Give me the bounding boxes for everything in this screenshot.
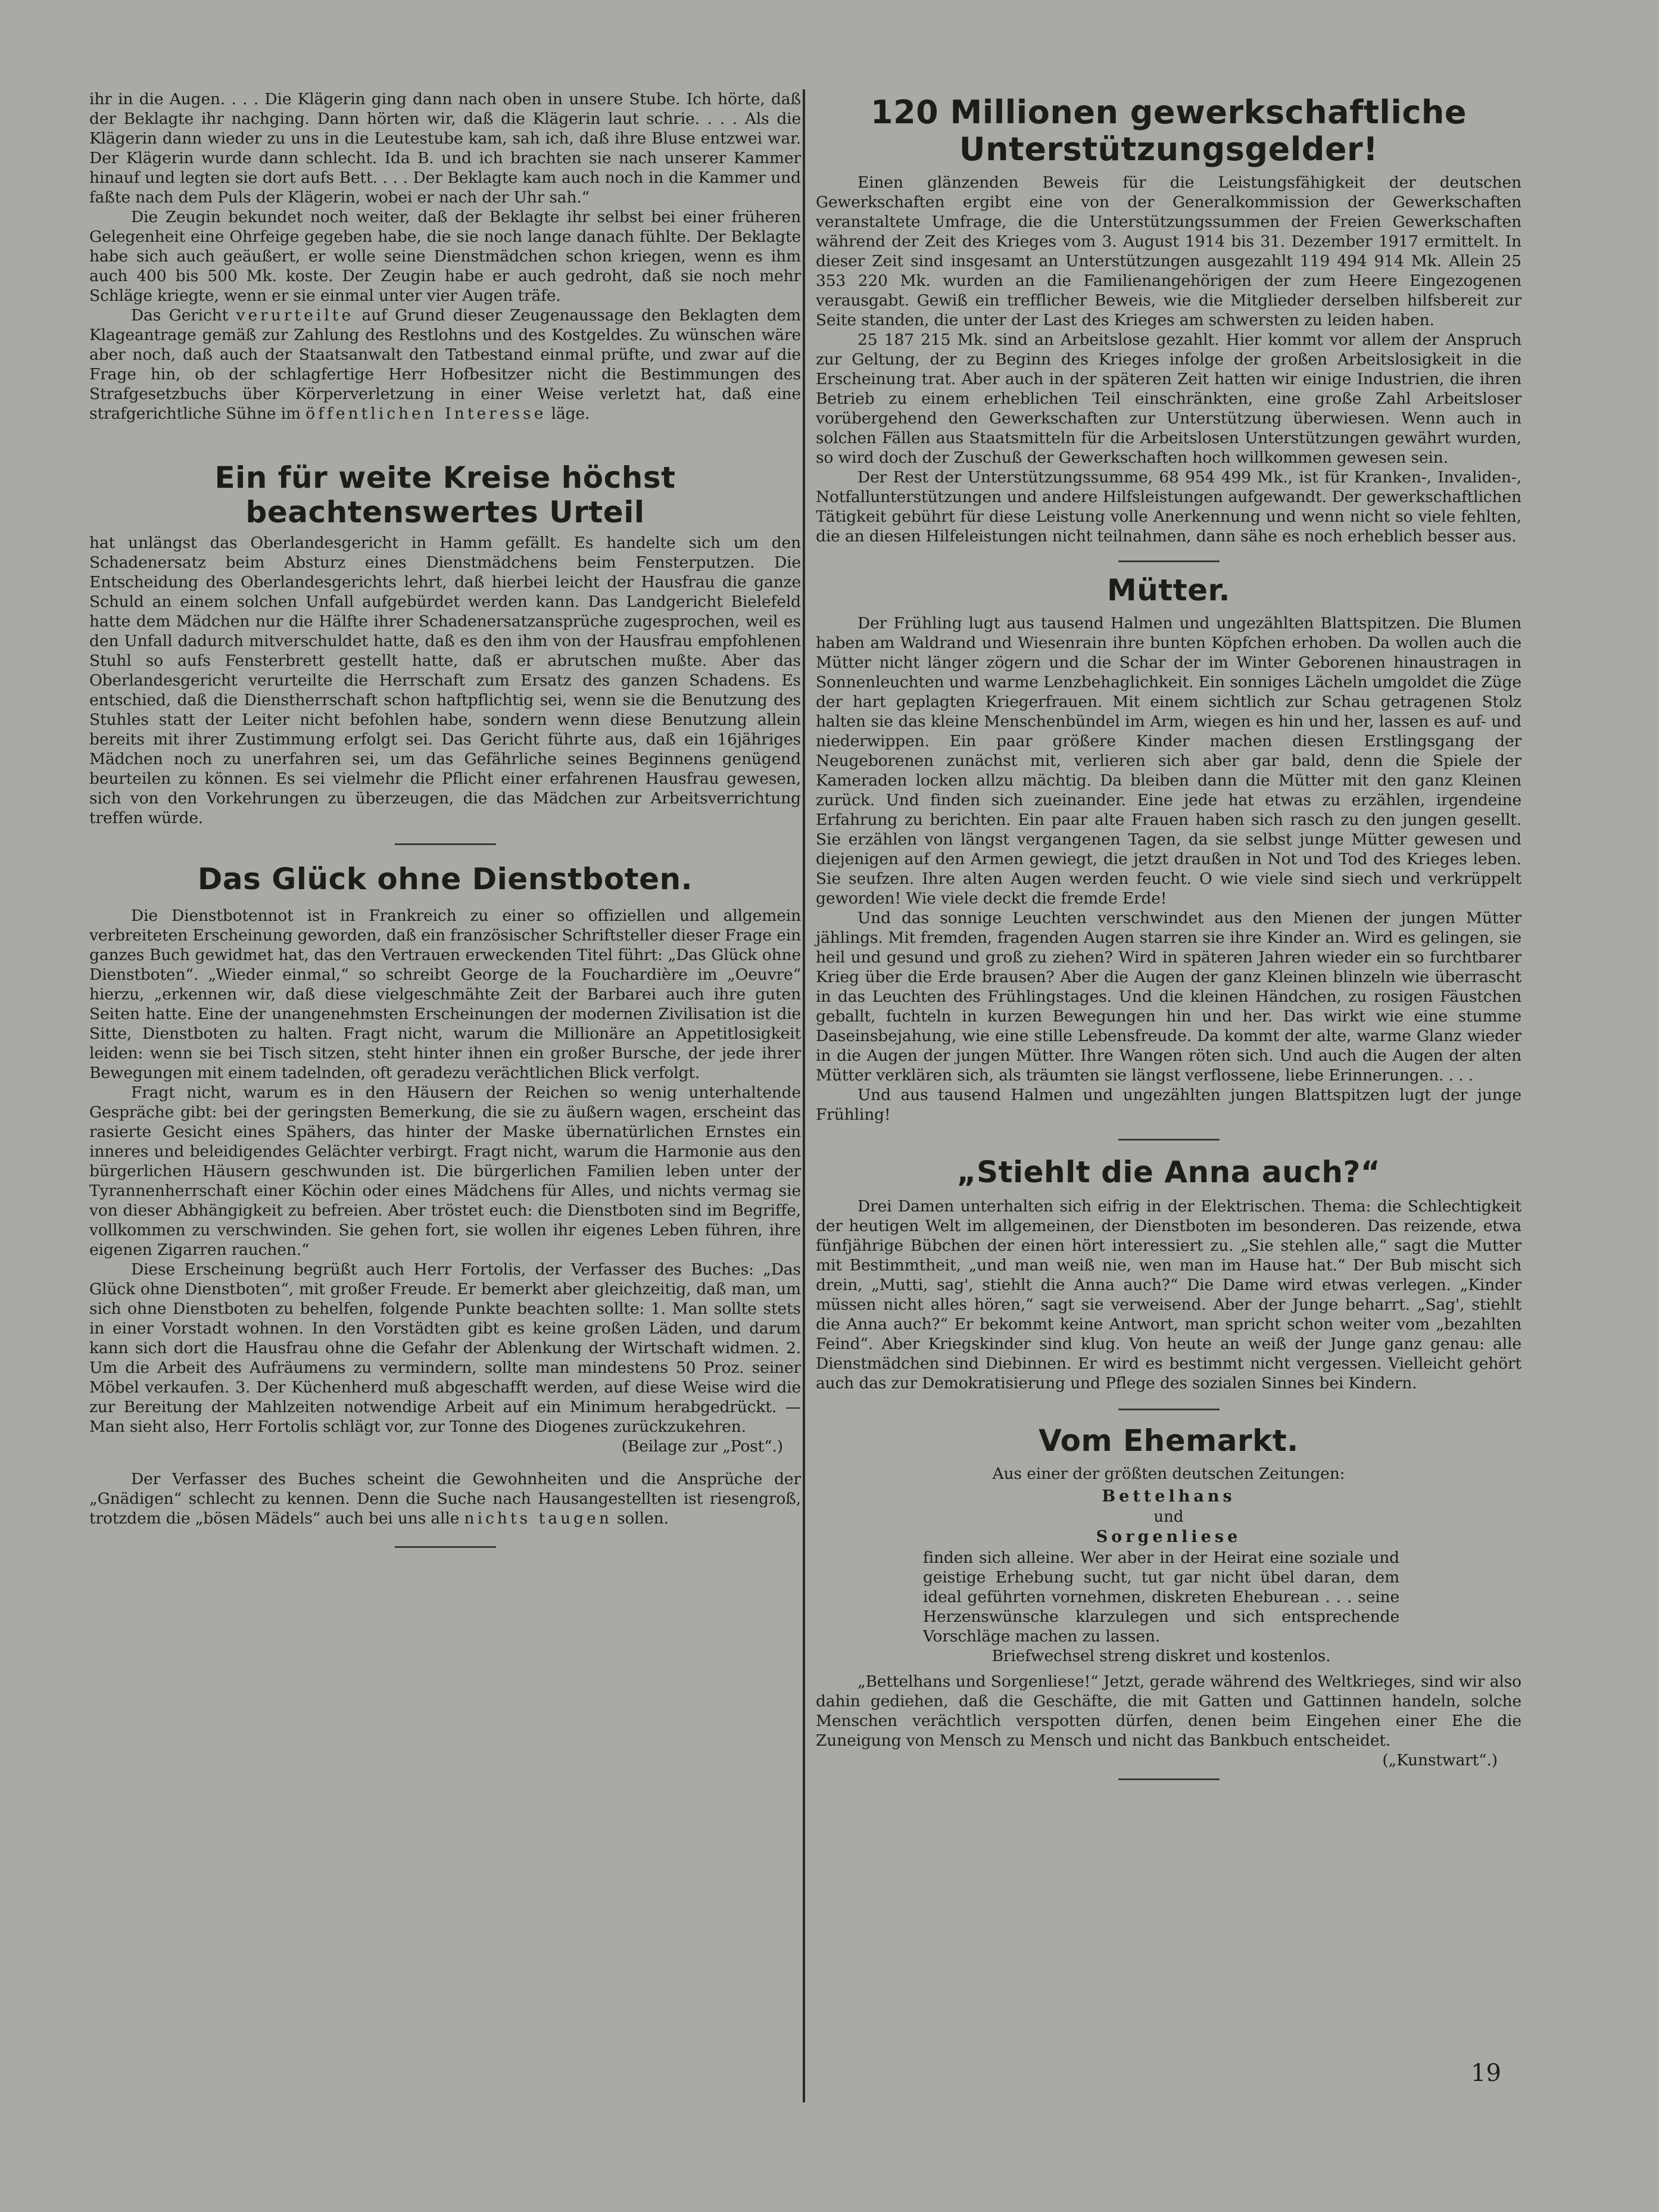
verdict-spaced-2: öffentlichen Interesse <box>305 404 547 423</box>
glueck-paragraph-3: Diese Erscheinung begrüßt auch Herr Fortolis, der Verfasser des Buches: „Das Glück ohne Dienstboten“, mit großer Freude. Er bemerkt aber gleichzeitig, daß man, um sich ohne Dienstboten zu behelfen, folgende Punkte beachten sollte: 1. Man sollte stets in einer Vorstadt wohnen. In den Vorstädten gibt es keine großen Läden, und darum kann sich dort die Hausfrau ohne die Gefahr der Ablenkung der Wirtschaft widmen. 2. Um die Arbeit des Aufräumens zu vermindern, sollte man mindestens 50 Proz. seiner Möbel verkaufen. 3. Der Küchenherd muß abgeschafft werden, auf diese Weise wird die zur Bereitung der Mahlzeiten notwendige Arbeit auf ein Minimum herabgedrückt. — Man sieht also, Herr Fortolis schlägt vor, zur Tonne des Diogenes zurückzukehren. <box>89 1260 801 1436</box>
section-divider-end <box>1118 1778 1220 1780</box>
page-number: 19 <box>1471 2060 1501 2087</box>
verdict-spaced-1: verurteilte <box>236 306 354 325</box>
millionen-paragraph-3: Der Rest der Unterstützungssumme, 68 954 499 Mk., ist für Kranken-, Invaliden-, Notfallunterstützungen und andere Hilfsleistungen aufgewandt. Der gewerkschaftlichen Tätigkeit gebührt für diese Leistung volle Anerkennung und wenn nicht so viele fehlten, die an diesen Hilfeleistungen nicht teilnahmen, dann sähe es noch erheblich besser aus. <box>816 468 1521 546</box>
glueck-closing-lead: Der Verfasser des Buches scheint die Gewohnheiten und die Ansprüche der „Gnädigen“ schlecht zu kennen. Denn die Suche nach Hausangestellten ist riesengroß, trotzdem die „bösen Mädels“ auch bei uns alle <box>89 1470 801 1528</box>
anna-body: Drei Damen unterhalten sich eifrig in der Elektrischen. Thema: die Schlechtigkeit der heutigen Welt im allgemeinen, der Dienstboten im besonderen. Das reizende, etwa fünfjährige Bübchen der einen hört interessiert zu. „Sie stehlen alle,“ sagt die Mutter mit Bestimmtheit, „und man weiß nie, wen man im Hause hat.“ Der Bub mischt sich drein, „Mutti, sag', stiehlt die Anna auch?“ Die Dame wird etwas verlegen. „Kinder müssen nicht alles hören,“ sagt sie verweisend. Aber der Junge beharrt. „Sag', stiehlt die Anna auch?“ Er bekommt keine Antwort, man spricht schon weiter vom „bezahlten Feind“. Aber Kriegskinder sind klug. Von heute an weiß der Junge ganz genau: alle Dienstmädchen sind Diebinnen. Er wird es bestimmt nicht vergessen. Vielleicht gehört auch das zur Demokratisierung und Pflege des sozialen Sinnes bei Kindern. <box>816 1197 1521 1392</box>
article-title-ehemarkt: Vom Ehemarkt. <box>1039 1423 1299 1458</box>
verdict-paragraph <box>89 306 801 423</box>
intro-paragraph-1: ihr in die Augen. . . . Die Klägerin ging dann nach oben in unsere Stube. Ich hörte, daß der Beklagte ihr nachging. Dann hörten wir, daß die Klägerin laut schrie. . . . Als die Klägerin dann wieder zu uns in die Leutestube kam, sah ich, daß ihre Bluse entzwei war. Der Klägerin wurde dann schlecht. Ida B. und ich brachten sie nach unserer Kammer hinauf und legten sie dort aufs Bett. . . . Der Beklagte kam auch noch in die Kammer und faßte nach dem Puls der Klägerin, wobei er nach der Uhr sah.“ <box>89 90 801 207</box>
verdict-lead: Das Gericht <box>131 306 236 325</box>
ad-name-sorgenliese: Sorgenliese <box>1096 1528 1242 1546</box>
muetter-paragraph-2: Und das sonnige Leuchten verschwindet aus den Mienen der jungen Mütter jählings. Mit fremden, fragenden Augen starren sie ihre Kinder an. Wird es gelingen, sie heil und gesund und groß zu ziehen? Wird in späteren Jahren wieder ein so furchtbarer Krieg über die Erde brausen? Aber die Augen der ganz Kleinen blinzeln wie überrascht in das Leuchten des Frühlingstages. Und die kleinen Händchen, zu rosigen Fäustchen geballt, fuchteln in kurzen Bewegungen hin und her. Das wirkt wie eine stumme Daseinsbejahung, wie eine stille Lebensfreude. Da kommt der alte, warme Glanz wieder in die Augen der jungen Mütter. Ihre Wangen röten sich. Und auch die Augen der alten Mütter verklären sich, als träumten sie längst verflossene, liebe Erinnerungen. . . . <box>816 909 1521 1085</box>
ehemarkt-source: („Kunstwart“.) <box>1382 1751 1498 1769</box>
section-divider-end <box>395 1546 496 1548</box>
muetter-paragraph-3: Und aus tausend Halmen und ungezählten jungen Blattspitzen lugt der junge Frühling! <box>816 1086 1521 1124</box>
personal-ad-last: Briefwechsel streng diskret und kostenlos. <box>991 1647 1331 1665</box>
intro-paragraph-2: Die Zeugin bekundet noch weiter, daß der Beklagte ihr selbst bei einer früheren Gelegenheit eine Ohrfeige gegeben habe, die sie noch lange danach fühlte. Der Beklagte habe sich auch geäußert, er wolle seine Dienstmädchen schon kriegen, wenn es ihm auch 400 bis 500 Mk. koste. Der Zeugin habe er auch gedroht, daß sie noch mehr Schläge kriegte, wenn er sie einmal unter vier Augen träfe. <box>89 208 801 305</box>
section-divider <box>1118 560 1220 562</box>
section-divider <box>395 843 496 845</box>
glueck-source: (Beilage zur „Post“.) <box>621 1437 783 1456</box>
glueck-closing-tail: sollen. <box>612 1509 669 1528</box>
ehemarkt-closing: „Bettelhans und Sorgenliese!“ Jetzt, gerade während des Weltkrieges, sind wir also dahin gediehen, daß die Geschäfte, die mit Gatten und Gattinnen handeln, solche Menschen verächtlich verspotten dürfen, denen beim Eingehen einer Ehe die Zuneigung von Mensch zu Mensch und nicht das Bankbuch entscheidet. <box>816 1672 1521 1750</box>
column-rule <box>803 89 805 2102</box>
glueck-closing <box>89 1469 801 1528</box>
article-title-glueck: Das Glück ohne Dienstboten. <box>197 862 693 896</box>
left-column <box>89 89 801 1548</box>
ad-und: und <box>1153 1508 1184 1526</box>
article-body-urteil: hat unlängst das Oberlandesgericht in Hamm gefällt. Es handelte sich um den Schadenersatz beim Absturz eines Dienstmädchens beim Fensterputzen. Die Entscheidung des Oberlandesgerichts lehrt, daß hierbei leicht der Hausfrau die ganze Schuld an einem solchen Unfall aufgebürdet werden kann. Das Landgericht Bielefeld hatte dem Mädchen nur die Hälfte ihrer Schadenersatzansprüche zugesprochen, weil es den Unfall dadurch mitverschuldet hatte, daß es den ihm von der Hausfrau empfohlenen Stuhl so aufs Fensterbrett gestellt hatte, daß er abrutschen mußte. Aber das Oberlandesgericht verurteilte die Herrschaft zum Ersatz des ganzen Schadens. Es entschied, daß die Dienstherrschaft schon haftpflichtig sei, wenn sie die Benutzung des Stuhles statt der Leiter nicht befohlen habe, sondern wenn diese Benutzung allein bereits mit ihrer Zustimmung erfolgt sei. Das Gericht führte aus, daß ein 16jähriges Mädchen noch zu unerfahren sei, um das Gefährliche seines Beginnens genügend beurteilen zu können. Es sei vielmehr die Pflicht einer erfahrenen Hausfrau gewesen, sich von den Vorkehrungen zu überzeugen, die das Mädchen zur Arbeitsverrichtung treffen würde. <box>89 534 801 827</box>
ad-name-bettelhans: Bettelhans <box>1102 1487 1236 1506</box>
glueck-paragraph-1: Die Dienstbotennot ist in Frankreich zu einer so offiziellen und allgemein verbreiteten Erscheinung geworden, daß ein französischer Schriftsteller dieser Frage ein ganzes Buch gewidmet hat, das den Vertrauen erweckenden Titel führt: „Das Glück ohne Dienstboten“. „Wieder einmal,“ so schreibt George de la Fouchardière im „Oeuvre“ hierzu, „erkennen wir, daß diese vielgeschmähte Zeit der Barbarei auch ihre guten Seiten hatte. Eine der unangenehmsten Erscheinungen der modernen Zivilisation ist die Sitte, Dienstboten zu halten. Fragt nicht, warum die Millionäre an Appetitlosigkeit leiden: wenn sie bei Tisch sitzen, steht hinter ihnen ein großer Bursche, der jede ihrer Bewegungen mit einem tadelnden, oft geradezu verächtlichen Blick verfolgt. <box>89 906 801 1082</box>
article-title-urteil: Ein für weite Kreise höchst beachtenswertes Urteil <box>214 460 676 529</box>
section-divider <box>1118 1139 1220 1141</box>
verdict-tail: läge. <box>546 404 590 423</box>
article-title-muetter: Mütter. <box>1106 573 1231 607</box>
glueck-closing-spaced: nichts taugen <box>464 1509 612 1528</box>
ehemarkt-intro: Aus einer der größten deutschen Zeitungen: <box>992 1465 1345 1483</box>
verdict-middle: auf Grund dieser Zeugenaussage den Beklagten dem Klageantrage gemäß zur Zahlung des Restlohns und des Kostgeldes. Zu wünschen wäre aber noch, daß auch der Staatsanwalt den Tatbestand einmal prüfte, und zwar auf die Frage hin, ob der schlagfertige Herr Hofbesitzer nicht die Bestimmungen des Strafgesetzbuchs über Körperverletzung in einer Weise verletzt hat, daß eine strafgerichtliche Sühne im <box>89 306 801 423</box>
millionen-paragraph-2: 25 187 215 Mk. sind an Arbeitslose gezahlt. Hier kommt vor allem der Anspruch zur Geltung, der zu Beginn des Krieges infolge der großen Arbeitslosigkeit in die Erscheinung trat. Aber auch in der späteren Zeit hatten wir einige Industrien, die ihren Betrieb zu einem erheblichen Teil einschränkten, eine große Zahl Arbeitsloser vorübergehend den Gewerkschaften zur Unterstützung überwiesen. Wenn auch in solchen Fällen aus Staatsmitteln für die Arbeitslosen Unterstützungen gewährt wurden, so wird doch der Zuschuß der Gewerkschaften hoch willkommen gewesen sein. <box>816 331 1521 467</box>
personal-ad-text: finden sich alleine. Wer aber in der Heirat eine soziale und geistige Erhebung sucht, tut gar nicht übel daran, dem ideal geführten vornehmen, diskreten Eheburean . . . seine Herzenswünsche klarzulegen und sich entsprechende Vorschläge machen zu lassen. <box>923 1549 1399 1646</box>
section-divider <box>1118 1409 1220 1410</box>
millionen-paragraph-1: Einen glänzenden Beweis für die Leistungsfähigkeit der deutschen Gewerkschaften ergibt eine von der Generalkommission der Gewerkschaften veranstaltete Umfrage, die die Unterstützungssummen der Freien Gewerkschaften während der Zeit des Krieges vom 3. August 1914 bis 31. Dezember 1917 ermittelt. In dieser Zeit sind insgesamt an Unterstützungen ausgezahlt 119 494 914 Mk. Allein 25 353 220 Mk. wurden an die Familienangehörigen der zum Heere Eingezogenen verausgabt. Gewiß ein trefflicher Beweis, wie die Mitglieder derselben hilfsbereit zur Seite standen, die unter der Last des Krieges am schwersten zu leiden haben. <box>816 173 1521 329</box>
article-title-millionen: 120 Millionen gewerkschaftliche Unterstützungsgelder! <box>871 94 1467 168</box>
right-column <box>816 89 1521 1780</box>
article-title-anna: „Stiehlt die Anna auch?“ <box>956 1155 1381 1189</box>
glueck-paragraph-2: Fragt nicht, warum es in den Häusern der Reichen so wenig unterhaltende Gespräche gibt: bei der geringsten Bemerkung, die sie zu äußern wagen, erscheint das rasierte Gesicht eines Spähers, das hinter der Maske übernatürlichen Ernstes ein inneres und beleidigendes Gelächter verbirgt. Fragt nicht, warum die Harmonie aus den bürgerlichen Häusern geschwunden ist. Die bürgerlichen Familien leben unter der Tyrannenherrschaft einer Köchin oder eines Mädchens für Alles, und nichts vermag sie von dieser Abhängigkeit zu befreien. Aber tröstet euch: die Dienstboten sind im Begriffe, vollkommen zu verschwinden. Sie gehen fort, sie wollen ihr eigenes Leben führen, ihre eigenen Zigarren rauchen.“ <box>89 1083 801 1259</box>
personal-ad <box>923 1548 1399 1666</box>
muetter-paragraph-1: Der Frühling lugt aus tausend Halmen und ungezählten Blattspitzen. Die Blumen haben am Waldrand und Wiesenrain ihre bunten Köpfchen erhoben. Da wollen auch die Mütter nicht länger zögern und die Schar der im Winter Geborenen hinaustragen in Sonnenleuchten und warme Lenzbehaglichkeit. Ein sonniges Lächeln umgoldet die Züge der hart geplagten Kriegerfrauen. Mit einem sichtlich zur Schau getragenen Stolz halten sie das kleine Menschenbündel im Arm, wiegen es hin und her, lassen es auf- und niederwippen. Ein paar größere Kinder machen diesen Erstlingsgang der Neugeborenen zunächst mit, verlieren sich aber gar bald, denn die Spiele der Kameraden locken allzu mächtig. Da bleiben dann die Mütter mit den ganz Kleinen zurück. Und finden sich zueinander. Eine jede hat etwas zu erzählen, irgendeine Erfahrung zu berichten. Ein paar alte Frauen haben sich rasch zu den jungen gesellt. Sie erzählen von längst vergangenen Tagen, da sie selbst junge Mütter gewesen und diejenigen auf den Armen gewiegt, die jetzt draußen in Not und Tod des Krieges leben. Sie seufzen. Ihre alten Augen werden feucht. O wie viele sind siech und verkrüppelt geworden! Wie viele deckt die fremde Erde! <box>816 614 1521 908</box>
